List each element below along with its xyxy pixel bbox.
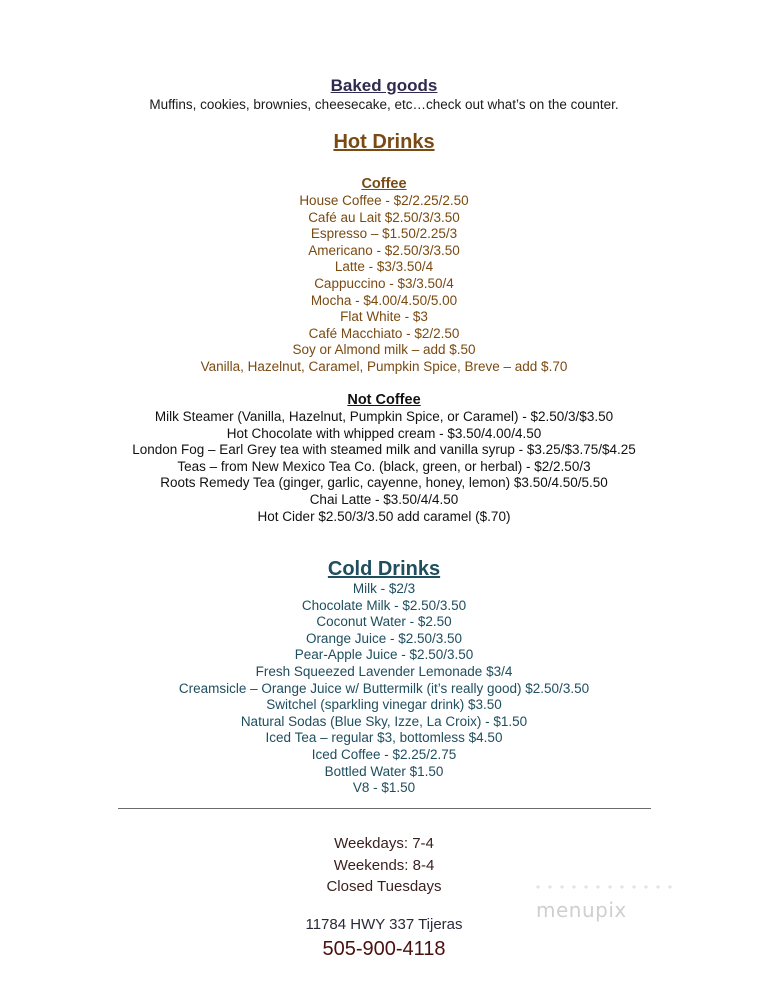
menu-item: Espresso – $1.50/2.25/3 [310,226,458,242]
menu-item: Soy or Almond milk – add $.50 [292,342,476,358]
coffee-section [0,175,768,376]
menu-item: Café au Lait $2.50/3/3.50 [308,209,460,225]
not-coffee-items [0,409,768,525]
menu-item: Chai Latte - $3.50/4/4.50 [309,491,459,507]
cold-drinks-section [0,581,768,797]
menu-item: Creamsicle – Orange Juice w/ Buttermilk (it’s really good) $2.50/3.50 [178,680,590,696]
menu-item: Pear-Apple Juice - $2.50/3.50 [294,647,474,663]
menu-item: V8 - $1.50 [352,780,416,796]
cold-drinks-heading: Cold Drinks [327,558,441,580]
not-coffee-heading: Not Coffee [347,392,421,408]
hot-drinks-heading: Hot Drinks [333,131,435,153]
hours-weekdays: Weekdays: 7-4 [334,835,434,852]
menu-item: Chocolate Milk - $2.50/3.50 [301,597,467,613]
menu-item: Iced Tea – regular $3, bottomless $4.50 [265,730,503,746]
menu-item: Americano - $2.50/3/3.50 [308,242,460,258]
baked-goods-title: Baked goods [330,76,438,95]
menu-item: Switchel (sparkling vinegar drink) $3.50 [266,697,502,713]
watermark-dots-icon [530,880,680,894]
menu-item: Milk - $2/3 [352,581,416,596]
not-coffee-section [0,391,768,525]
menu-item: Natural Sodas (Blue Sky, Izze, La Croix) - $1.50 [240,713,528,729]
menu-item: Orange Juice - $2.50/3.50 [305,630,463,646]
hours-closed: Closed Tuesdays [326,878,442,895]
menu-item: Vanilla, Hazelnut, Caramel, Pumpkin Spice, Breve – add $.70 [200,358,568,374]
menu-item: Latte - $3/3.50/4 [334,259,434,275]
baked-goods-heading [0,76,768,96]
hours-weekends: Weekends: 8-4 [333,856,435,874]
menu-item: Mocha - $4.00/4.50/5.00 [310,292,458,308]
menu-item: Cappuccino - $3/3.50/4 [314,275,454,291]
section-divider [118,808,651,809]
menu-item: Milk Steamer (Vanilla, Hazelnut, Pumpkin Spice, or Caramel) - $2.50/3/$3.50 [154,409,614,424]
menu-item: Hot Cider $2.50/3/3.50 add caramel ($.70) [257,508,511,524]
menupix-watermark [530,880,680,930]
menu-item: Fresh Squeezed Lavender Lemonade $3/4 [255,663,513,679]
coffee-items [0,193,768,376]
menu-item: Teas – from New Mexico Tea Co. (black, green, or herbal) - $2/2.50/3 [177,458,591,474]
coffee-heading: Coffee [361,176,407,192]
menu-item: London Fog – Earl Grey tea with steamed milk and vanilla syrup - $3.25/$3.75/$4.25 [132,442,636,458]
phone-number: 505-900-4118 [322,938,446,960]
menu-item: Roots Remedy Tea (ginger, garlic, cayenne, honey, lemon) $3.50/4.50/5.50 [160,475,608,491]
address: 11784 HWY 337 Tijeras [305,916,463,933]
menu-item: Hot Chocolate with whipped cream - $3.50/4.00/4.50 [226,425,542,441]
menu-item: Café Macchiato - $2/2.50 [308,325,460,341]
menu-item: House Coffee - $2/2.25/2.50 [299,193,469,208]
menu-item: Coconut Water - $2.50 [316,614,452,630]
menu-item: Iced Coffee - $2.25/2.75 [311,746,457,762]
menu-item: Flat White - $3 [340,309,428,325]
menu-item: Bottled Water $1.50 [324,763,444,779]
baked-goods-description: Muffins, cookies, brownies, cheesecake, etc…check out what’s on the counter. [149,97,619,112]
watermark-text: menupix [536,898,627,922]
